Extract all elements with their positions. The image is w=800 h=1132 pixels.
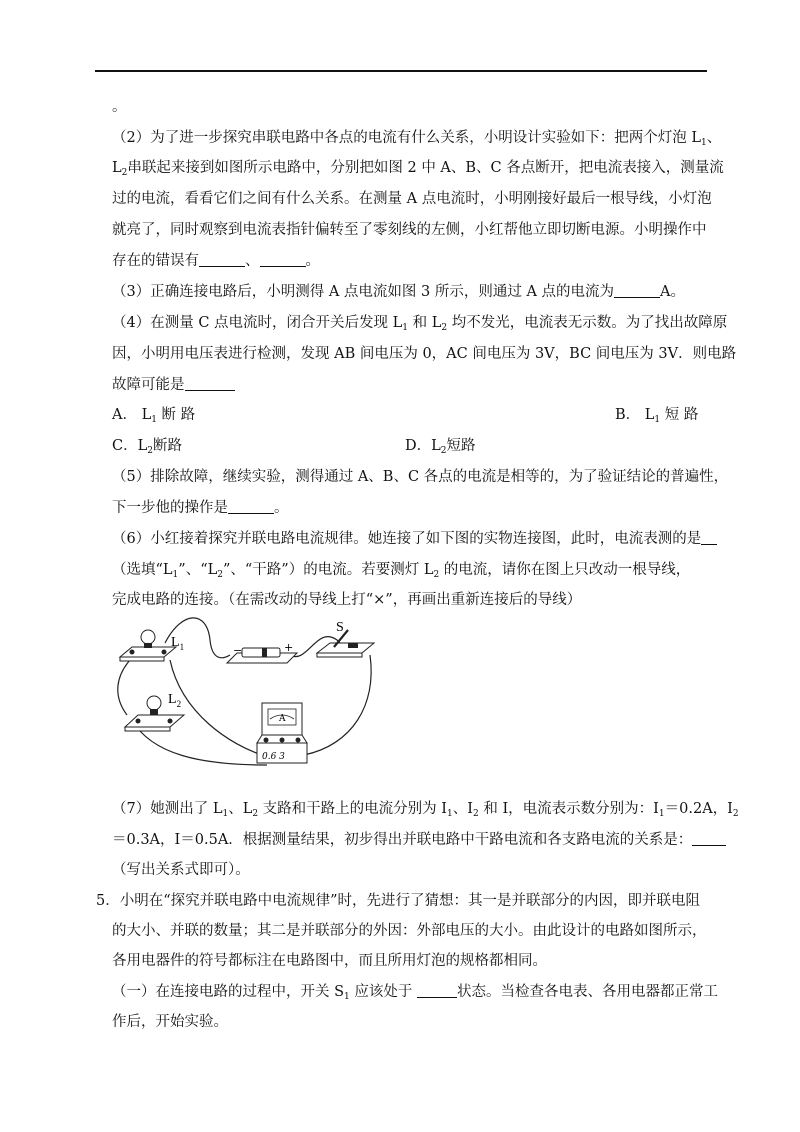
leading-mark: 。	[112, 99, 127, 115]
answer-blank-q7[interactable]	[692, 831, 726, 846]
lamp-1-label: $L_1$	[171, 635, 185, 652]
q7-line-1: （7）她测出了 $L_1$、$L_2$ 支路和干路上的电流分别为 $I_1$、$I_2$ 和 I，电流表示数分别为：$I_1=0.2A$，$I_2$	[112, 801, 739, 819]
q6-line-1: （6）小红接着探究并联电路电流规律。她连接了如下图的实物连接图，此时，电流表测的是	[112, 530, 717, 548]
wire-lamp1-lamp2	[118, 660, 130, 715]
header-rule	[95, 70, 707, 72]
answer-blank-q2-1[interactable]	[199, 252, 245, 267]
q6-line-3: 完成电路的连接。（在需改动的导线上打“×”，再画出重新连接后的导线）	[112, 592, 582, 608]
q6-line-2: （选填“$L_1$”、“$L_2$”、“干路”）的电流。若要测灯 $L_2$ 的电流，请你在图上只改动一根导线，	[112, 562, 691, 580]
q2-line-3: 过的电流，看看它们之间有什么关系。在测量 A 点电流时，小明刚接好最后一根导线，小灯泡	[112, 191, 712, 207]
q4-option-c[interactable]: C．$L_2$断路	[112, 438, 182, 456]
answer-blank-q5[interactable]	[228, 499, 274, 514]
p5-line-5: 作后，开始实验。	[112, 1014, 228, 1030]
q7-line-3: （写出关系式即可）。	[112, 862, 250, 878]
p5-line-1: 5．小明在“探究并联电路中电流规律”时，先进行了猜想：其一是并联部分的内因，即并联电阻	[96, 893, 701, 909]
lamp-2-label: $L_2$	[168, 692, 182, 709]
lamp-1	[120, 630, 176, 661]
wire-lamp1-ammeter	[170, 660, 262, 755]
battery-plus-sign: +	[284, 641, 294, 654]
ammeter-terminals: 0.6 3	[262, 752, 285, 762]
battery-minus-sign: −	[233, 644, 243, 657]
q7-line-2: ＝0.3A，I＝0.5A．根据测量结果，初步得出并联电路中干路电流和各支路电流的关系是：	[112, 831, 726, 849]
q4-line-1: （4）在测量 C 点电流时，闭合开关后发现 $L_1$ 和 $L_2$ 均不发光，电流表无示数。为了找出故障原	[112, 315, 728, 333]
p5-line-4: （一）在连接电路的过程中，开关 $S_1$ 应该处于 状态。当检查各电表、各用电器都正常工	[112, 984, 718, 1002]
answer-blank-q4[interactable]	[185, 376, 235, 391]
q3-line: （3）正确连接电路后，小明测得 A 点电流如图 3 所示，则通过 A 点的电流为 A。	[112, 284, 686, 300]
wire-switch-ammeter	[304, 655, 371, 755]
ammeter-symbol: A	[279, 714, 286, 724]
answer-blank-q2-2[interactable]	[260, 252, 306, 267]
q4-line-2: 因，小明用电压表进行检测，发现 AB 间电压为 0，AC 间电压为 3V，BC 间电压为 3V．则电路	[112, 346, 737, 362]
q4-option-d[interactable]: D．$L_2$短路	[405, 438, 476, 456]
q4-line-3: 故障可能是	[112, 376, 235, 394]
switch-label: S	[336, 620, 344, 635]
q2-line-2: $L_2$串联起来接到如图所示电路中，分别把如图 2 中 A、B、C 各点断开，把电流表接入，测量流	[112, 160, 724, 178]
p5-line-2: 的大小、并联的数量；其二是并联部分的外因：外部电压的大小。由此设计的电路如图所示，	[112, 923, 707, 939]
circuit-diagram	[112, 615, 382, 780]
answer-blank-q3[interactable]	[614, 283, 660, 298]
answer-blank-q6[interactable]	[701, 530, 717, 545]
switch	[317, 630, 374, 657]
q2-line-5: 存在的错误有 、 。	[112, 253, 320, 269]
q4-option-a[interactable]: A． $L_1$ 断 路	[112, 407, 196, 425]
p5-line-3: 各用电器件的符号都标注在电路图中，而且所用灯泡的规格都相同。	[112, 953, 547, 969]
answer-blank-p5[interactable]	[417, 983, 457, 998]
q5-line-1: （5）排除故障，继续实验，测得通过 A、B、C 各点的电流是相等的，为了验证结论的普遍性，	[112, 469, 729, 485]
q2-line-1: （2）为了进一步探究串联电路中各点的电流有什么关系，小明设计实验如下：把两个灯泡 $L_1$、	[112, 130, 722, 148]
q4-option-b[interactable]: B． $L_1$ 短 路	[615, 407, 699, 425]
q2-line-4: 就亮了，同时观察到电流表指针偏转至了零刻线的左侧，小红帮他立即切断电源。小明操作中	[112, 222, 707, 238]
q5-line-2: 下一步他的操作是 。	[112, 500, 289, 516]
